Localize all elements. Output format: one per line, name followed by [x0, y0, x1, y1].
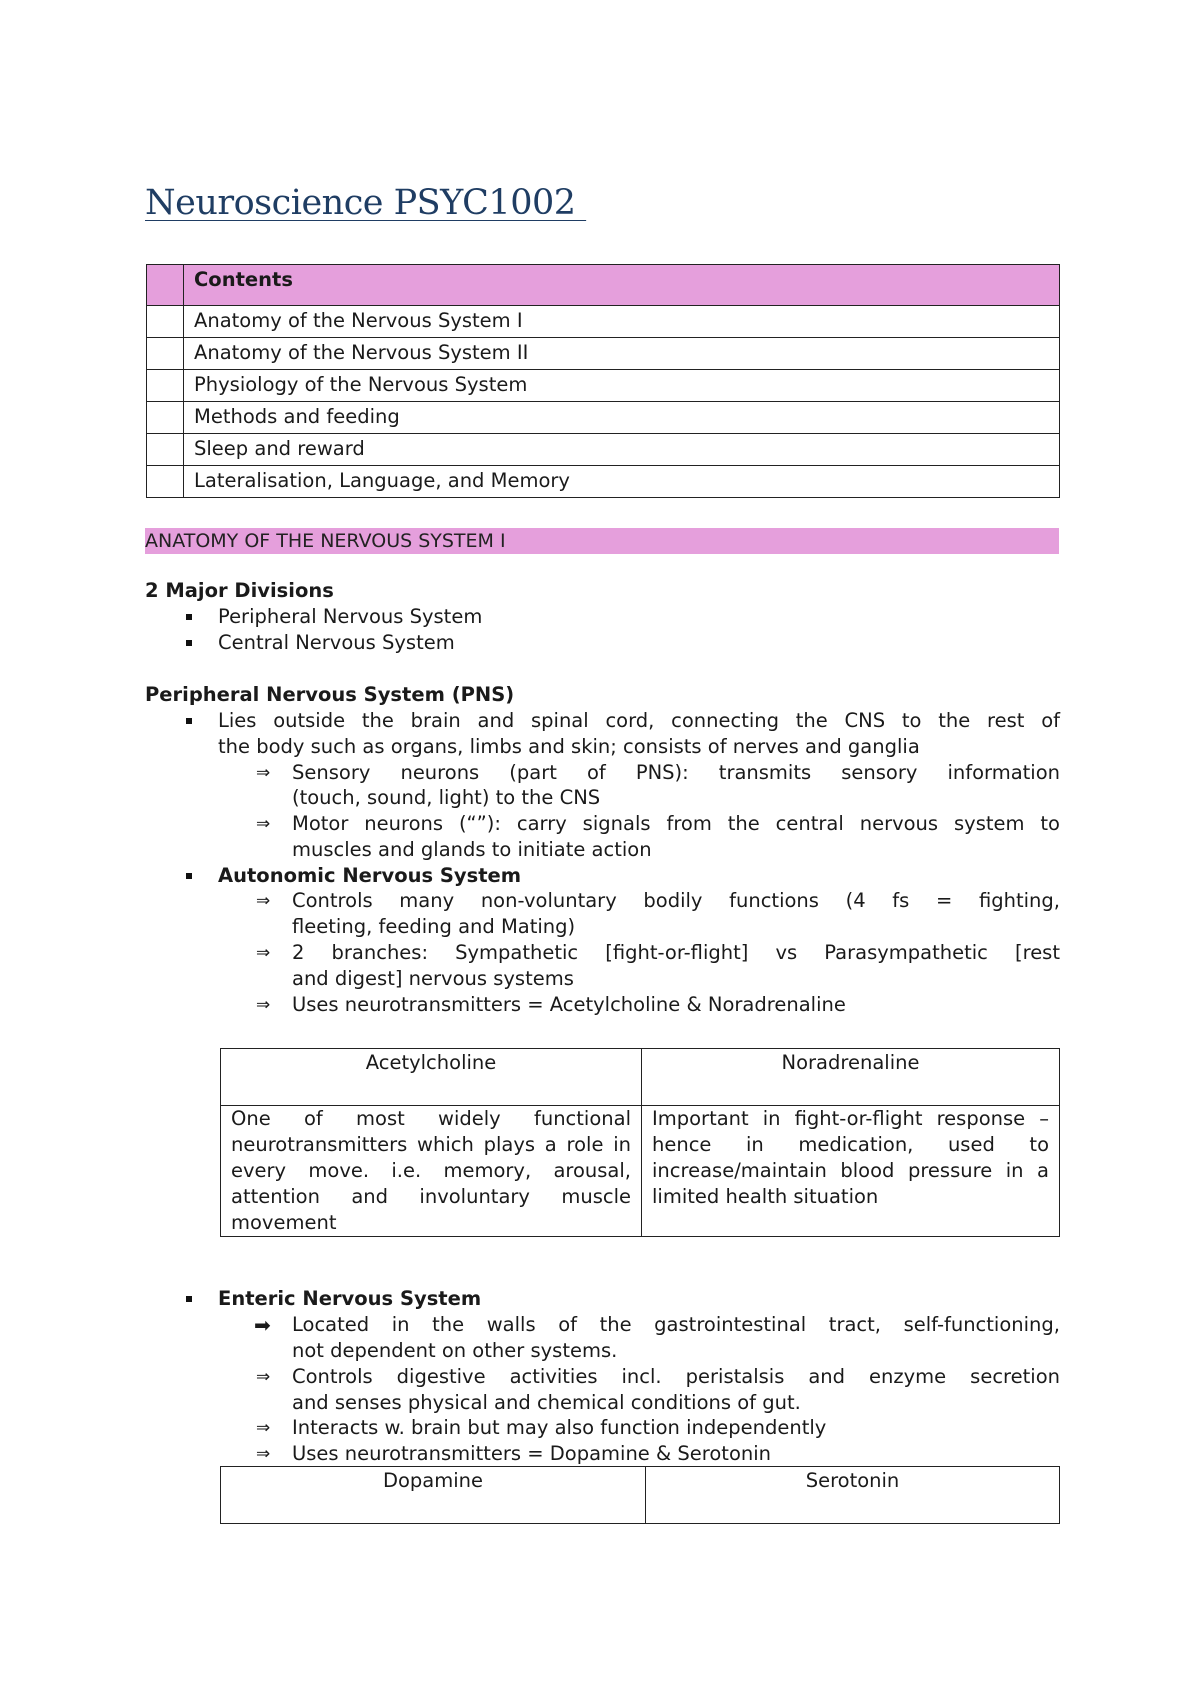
motor-line: muscles and glands to initiate action: [292, 838, 652, 861]
pns-text-line: the body such as organs, limbs and skin; consists of nerves and ganglia: [218, 735, 920, 758]
division-item: Central Nervous System: [218, 631, 455, 654]
contents-item: Anatomy of the Nervous System I: [184, 306, 1060, 338]
pns-heading: Peripheral Nervous System (PNS): [145, 683, 515, 706]
table-header-cell: Dopamine: [221, 1467, 646, 1524]
bullet-icon: [186, 718, 192, 724]
arrow-icon: ⇒: [256, 1444, 271, 1464]
ans-line: Uses neurotransmitters = Acetylcholine & Noradrenaline: [292, 993, 846, 1016]
ans-line: fleeting, feeding and Mating): [292, 915, 576, 938]
table-header-cell: Acetylcholine: [221, 1049, 642, 1106]
table-row: [147, 434, 1060, 466]
arrow-icon: ⇒: [256, 995, 271, 1015]
bullet-icon: [186, 873, 192, 879]
arrow-icon: ⇒: [256, 943, 271, 963]
table-row: [147, 370, 1060, 402]
table-row: [221, 1106, 1060, 1237]
arrow-icon: ⇒: [256, 891, 271, 911]
ens-line: Controls digestive activities incl. peristalsis and enzyme secretion: [292, 1365, 1060, 1388]
table-row: [147, 306, 1060, 338]
ens-heading: Enteric Nervous System: [218, 1287, 482, 1310]
bullet-icon: [186, 1296, 192, 1302]
ens-line: not dependent on other systems.: [292, 1339, 618, 1362]
section-heading-bar: ANATOMY OF THE NERVOUS SYSTEM I: [145, 528, 1059, 554]
contents-item: Anatomy of the Nervous System II: [184, 338, 1060, 370]
motor-line: Motor neurons (“”): carry signals from the central nervous system to: [292, 812, 1060, 835]
page-title: Neuroscience PSYC1002: [145, 183, 587, 223]
ens-line: and senses physical and chemical conditions of gut.: [292, 1391, 801, 1414]
table-row: [221, 1049, 1060, 1106]
table-row: [147, 402, 1060, 434]
sensory-line: (touch, sound, light) to the CNS: [292, 786, 601, 809]
ans-line: and digest] nervous systems: [292, 967, 574, 990]
arrow-icon: ⇒: [256, 814, 271, 834]
contents-item: Physiology of the Nervous System: [184, 370, 1060, 402]
bullet-icon: [186, 614, 192, 620]
divisions-heading: 2 Major Divisions: [145, 579, 334, 602]
contents-heading: Contents: [184, 265, 1060, 306]
pns-text-line: Lies outside the brain and spinal cord, connecting the CNS to the rest of: [218, 709, 1060, 732]
division-item: Peripheral Nervous System: [218, 605, 483, 628]
ens-line: Interacts w. brain but may also function independently: [292, 1416, 827, 1439]
arrow-icon: ⇒: [256, 1418, 271, 1438]
contents-item: Lateralisation, Language, and Memory: [184, 466, 1060, 498]
arrow-icon: ⇒: [256, 763, 271, 783]
contents-table: [146, 264, 1060, 498]
ans-heading: Autonomic Nervous System: [218, 864, 522, 887]
ans-line: Controls many non-voluntary bodily functions (4 fs = fighting,: [292, 889, 1060, 912]
sensory-line: Sensory neurons (part of PNS): transmits sensory information: [292, 761, 1060, 784]
table-cell: One of most widely functional neurotransmitters which plays a role in every move. i.e. memory, arousal, attention and involuntary muscle movement: [221, 1106, 642, 1237]
contents-header-row: [147, 265, 1060, 306]
table-row: [221, 1467, 1060, 1524]
ans-line: 2 branches: Sympathetic [fight-or-flight] vs Parasympathetic [rest: [292, 941, 1060, 964]
neurotransmitter-table: [220, 1048, 1060, 1237]
table-cell: Important in fight-or-flight response – hence in medication, used to increase/maintain blood pressure in a limited health situation: [642, 1106, 1060, 1237]
table-row: [147, 338, 1060, 370]
arrow-icon: ➡: [254, 1313, 271, 1337]
bullet-icon: [186, 640, 192, 646]
contents-item: Methods and feeding: [184, 402, 1060, 434]
neurotransmitter-table: [220, 1466, 1060, 1524]
ens-line: Located in the walls of the gastrointestinal tract, self-functioning,: [292, 1313, 1060, 1336]
table-header-cell: Serotonin: [646, 1467, 1060, 1524]
table-header-cell: Noradrenaline: [642, 1049, 1060, 1106]
arrow-icon: ⇒: [256, 1367, 271, 1387]
ens-line: Uses neurotransmitters = Dopamine & Serotonin: [292, 1442, 772, 1465]
contents-item: Sleep and reward: [184, 434, 1060, 466]
table-row: [147, 466, 1060, 498]
